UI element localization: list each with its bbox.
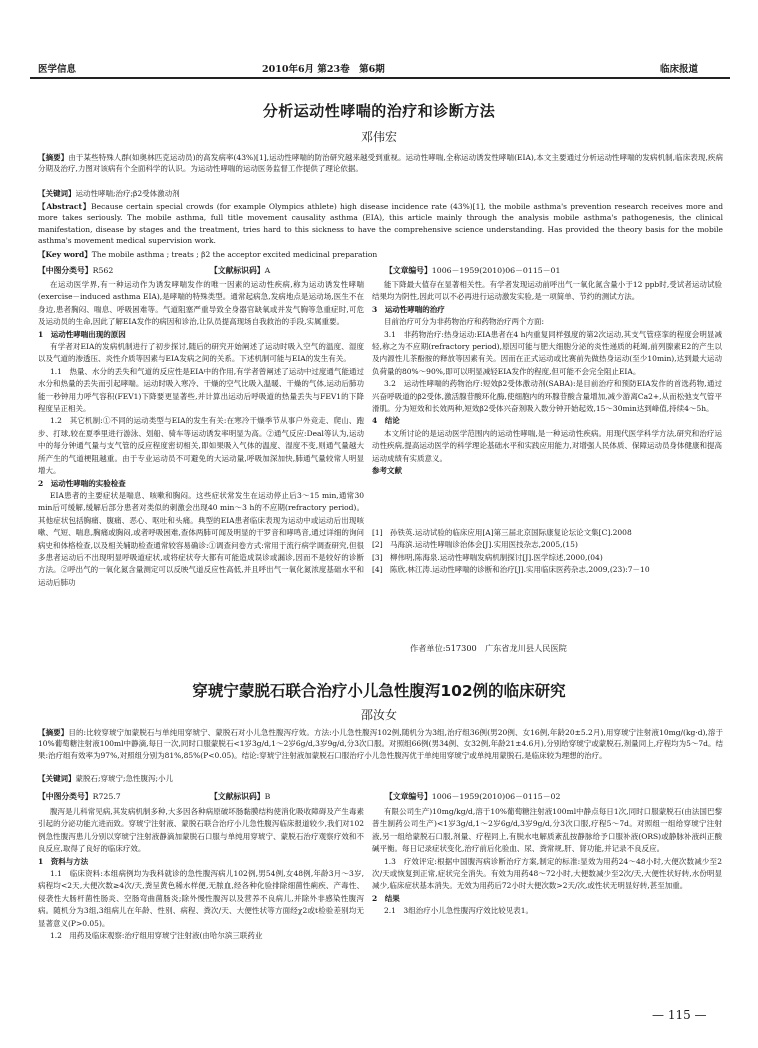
article1-article-number: 【文章编号】1006－1959(2010)06－0115－01 (385, 266, 561, 275)
header-rule (30, 77, 730, 79)
paragraph: 在运动医学界,有一种运动作为诱发哮喘发作的唯一因素的运动性疾病,称为运动诱发性哮喘(exercise－induced asthma EIA),是哮喘的特殊类型。通常起病急,发病地点是运动场,医生不在身边,患者胸闷、喘息、呼吸困难等。气道阻塞严重导致全身器官缺氧或并发气胸等急重症时,可危及运动员的生命,因此了解EIA发作的病因和诊治,让队员提高现场自我救治的手段,实属重要。 (38, 280, 364, 327)
paragraph: 2.1 3组治疗小儿急性腹泻疗效比较见表1。 (384, 906, 533, 916)
section-heading: 1 资料与方法 (38, 856, 89, 866)
paragraph: 本文所讨论的是运动医学范围内的运动性哮喘,是一种运动性疾病。用现代医学科学方法,研究和治疗运动性疾病,提高运动医学的科学理论基础水平和实践应用能力,对增强人民体质、保障运动员身体健康和提高运动成绩有实质意义。 (372, 428, 722, 463)
article1-abstract-en (38, 201, 723, 247)
section-heading: 2 运动性哮喘的实验检查 (38, 478, 126, 488)
reference-text: 陈欣,林江涛.运动性哮喘的诊断和治疗[J].实用临床医药杂志,2009,(23):7－10 (390, 565, 650, 575)
reference-text: 柳伟明,陈海泉.运动性哮喘发病机制探讨[J].医学综述,2000,(04) (390, 552, 603, 562)
article1-clc: 【中图分类号】R562 (38, 266, 114, 275)
article1-abstract-cn (38, 152, 723, 188)
paragraph: 有学者对EIA的发病机制进行了初步探讨,随后的研究开始阐述了运动时吸入空气的温度、湿度以及气道的渗透压、炎性介质等因素与EIA发病之间的关系。下述机制可能与EIA的发生有关。 (38, 342, 364, 364)
article2-article-number: 【文章编号】1006－1959(2010)06－0115－02 (385, 792, 561, 801)
section-heading: 4 结论 (372, 416, 400, 426)
article2-title: 穿琥宁蒙脱石联合治疗小儿急性腹泻102例的临床研究 (192, 682, 566, 700)
abstract-en-text: Because certain special crowds (for example Olympics athlete) high disease incidence rate (43%)[1], the mobile asthma's prevention research receives more and more takes seriously. The mobile asthma, full title movement causality asthma (EIA), this article mainly through the analysis mobile asthma's pathogenesis, the clinical manifestation, disease by stages and the treatment, tries hard to this sickness to have the comprehensive science understanding. Has provided the theory basis for the mobile asthma's movement medical supervision work. (38, 202, 723, 246)
article2-abstract (38, 727, 723, 773)
reference-number: [4] (372, 565, 383, 575)
reference-item (372, 539, 722, 551)
article2-author: 邵汝女 (360, 708, 397, 722)
section-heading: 3 运动性哮喘的治疗 (372, 304, 445, 314)
article1-title: 分析运动性哮喘的治疗和诊断方法 (262, 102, 496, 120)
article2-doc-code: 【文献标识码】B (210, 792, 271, 801)
paragraph: 1.3 疗效评定:根据中国腹泻病诊断治疗方案,制定的标准:显效为用药24～48小时,大便次数减少至2次/天或恢复到正常,症状完全消失。有效为用药48～72小时,大便数减少至2次/天,大便性状好转,水份明显减少,临床症状基本消失。无效为用药后72小时大便次数>2天/次,或性状无明显好转,甚至加重。 (372, 856, 722, 891)
paragraph: 1.1 临床资料:本组病例均为我科就诊的急性腹泻病儿102例,男54例,女48例,年龄3月～3岁,病程均<2天,大便次数≥4次/天,粪呈黄色稀水样便,无脓血,经各种化验排除细菌性痢疾、产毒性、侵袭性大肠杆菌性肠炎、空肠弯曲菌肠炎;除外慢性腹泻以及营养不良病儿,并除外非感染性腹泻病。随机分为3组,3组病儿在年龄、性别、病程、粪次/天、大便性状等方面经χ2或t检验差别均无显著意义(P>0.05)。 (38, 869, 364, 928)
article1-references (372, 527, 722, 627)
paragraph: 3.1 非药物治疗:热身运动:EIA患者在4 h内重复同样强度的第2次运动,其支气管痉挛的程度会明显减轻,称之为不应期(refractory period),原因可能与肥大细胞分泌的炎性递质的耗竭,前列腺素E2的产生以及内源性儿茶酚胺的释放等因素有关。因而在正式运动或比赛前先做热身运动(至少10min),达到最大运动负荷量的80%～90%,即可以明显减轻EIA发作的程度,但可能不会完全阻止EIA。 (372, 329, 722, 376)
reference-text: 孙铁英.运动试验的临床应用[A]第三届北京国际康复论坛论文集[C].2008 (390, 528, 632, 537)
paragraph: 有限公司生产)10mg/kg/d,溶于10%葡萄糖注射液100ml中静点每日1次,同时口服蒙脱石(由法国巴黎普生制药公司生产)<1岁3g/d,1～2岁6g/d,3岁9g/d,分3次口服,疗程5～7d。对照组一组给穿琥宁注射液,另一组给蒙脱石口服,剂量、疗程同上,有脱水电解质紊乱按静脉给予口服补液(ORS)或静脉补液纠正酸碱平衡。每日记录症状变化,治疗前后化验血、尿、粪常规,肝、肾功能,并记录不良反应。 (372, 807, 722, 854)
paragraph: 能下降最大值存在显著相关性。有学者发现运动前呼出气一氧化氮含量小于12 ppb时,受试者运动试验结果均为阴性,因此可以不必再进行运动激发实验,是一项简单、节约的测试方法。 (372, 280, 722, 302)
section-heading: 参考文献 (372, 466, 402, 476)
reference-text: 马海滨.运动性哮喘诊治体会[J].实用医技杂志,2005,(15) (390, 540, 578, 550)
paragraph: EIA患者的主要症状是喘息、咳嗽和胸闷。这些症状常发生在运动停止后3～15 min,通常30 min后可缓解,缓解后部分患者对类似的刺激会出现40 min～3 h的不应期(refractory period)。其他症状包括胸痛、腹痛、恶心、呕吐和头痛。典型的EIA患者临床表现为运动中或运动后出现咳嗽、气短、喘息,胸痛或胸闷,或者呼吸困难,查体两肺可闻及明显的干罗音和哮鸣音,通过详细的询问病史和体格检查,以及相关辅助检查通常较容易确诊:①调查问卷方式:常用于流行病学调查研究,但很多患者运动后不出现明显呼吸道症状,或将症状夸大都有可能造成误诊或漏诊,因而不是较好的诊断方法。②呼出气的一氧化氮含量测定可以反映气道反应性高低,并且呼出气一氧化氮浓度基础水平和运动后肺功 (38, 490, 364, 587)
article2-left-column (38, 806, 364, 986)
article1-author: 邓伟宏 (360, 130, 397, 144)
article2-abstract-label: 【摘要】 (38, 728, 69, 737)
article2-keywords (38, 773, 723, 785)
paragraph: 目前治疗可分为非药物治疗和药物治疗两个方面: (384, 317, 545, 327)
section-heading: 2 结果 (372, 893, 400, 903)
article2-keywords-label: 【关键词】 (38, 774, 76, 783)
article1-keywords-en (38, 249, 723, 261)
reference-number: [1] (372, 528, 383, 537)
article1-keywords-cn (38, 188, 723, 200)
paragraph: 1.2 用药及临床观察:治疗组用穿琥宁注射液(由哈尔滨三联药业 (50, 931, 263, 941)
abstract-cn-text: 由于某些特殊人群(如奥林匹克运动员)的高发病率(43%)[1],运动性哮喘的防治研究越来越受到重视。运动性哮喘,全称运动诱发性哮喘(EIA),本文主要通过分析运动性哮喘的发病机制,临床表现,疾病分期及治疗,力图对该病有个全面科学的认识。为运动性哮喘的运动医务监督工作提供了理论依据。 (38, 153, 723, 174)
article1-affiliation: 作者单位:517300 广东省龙川县人民医院 (410, 643, 567, 653)
article2-keywords-text: 蒙脱石;穿琥宁;急性腹泻;小儿 (75, 774, 174, 783)
paragraph: 3.2 运动性哮喘的药物治疗:短效β2受体激动剂(SABA):是目前治疗和预防EIA发作的首选药物,通过兴奋呼吸道的β2受体,激活腺苷酸环化酶,使细胞内的环腺苷酸含量增加,减少游离Ca2+,从而松弛支气管平滑肌。分为短效和长效两种,短效β2受体兴奋剂吸入数分钟开始起效,15～30min达到峰值,持续4～5h。 (372, 379, 722, 414)
issue-info: 2010年6月 第23卷 第6期 (262, 64, 385, 75)
article1-left-column (38, 279, 364, 661)
reference-item (372, 527, 722, 539)
page-number: — 115 — (652, 1008, 707, 1022)
keywords-en-text: The mobile asthma ; treats ; β2 the acceptor excited medicinal preparation (91, 250, 378, 259)
keywords-cn-label: 【关键词】 (38, 189, 76, 198)
journal-name: 医学信息 (38, 64, 77, 75)
reference-number: [2] (372, 540, 383, 550)
reference-item (372, 552, 722, 564)
reference-number: [3] (372, 552, 383, 562)
paragraph: 腹泻是儿科常见病,其发病机制多种,大多因各种病原破坏肠黏膜结构使消化吸收障碍及产生毒素引起的分泌功能亢进而致。穿琥宁注射液、蒙脱石联合治疗小儿急性腹泻临床报道较少,我们对102例急性腹泻患儿分别以穿琥宁注射液静滴加蒙脱石口服与单纯用穿琥宁、蒙脱石治疗观察疗效和不良反应,取得了良好的临床疗效。 (38, 807, 364, 854)
paragraph: 1.1 热量、水分的丢失和气道的反应性是EIA中的作用,有学者曾阐述了运动中过度通气能通过水分和热量的丢失而引起哮喘。运动时吸入寒冷、干燥的空气比吸入温暖、干燥的气体,运动后肺功能一秒钟用力呼气容积(FEV1)下降要更显著些,并计算出运动后呼吸道的热量丢失与FEV1的下降程度呈正相关。 (38, 366, 364, 414)
keywords-cn-text: 运动性哮喘;治疗;β2受体激动剂 (75, 189, 180, 198)
paragraph: 1.2 其它机制:①不同的运动类型与EIA的发生有关:在寒冷干燥季节从事户外竞走、爬山、跑步、打球,较在夏季里进行游泳、划船、骑车等运动诱发率明显为高。②通气反应:Deal等认为,运动中的每分钟通气量与支气管的反应程度密切相关,即如果吸入气体的温度、湿度不变,则通气量越大所产生的气道梗阻越重。由于专业运动员不可避免的大运动量,呼吸加深加快,肺通气量较常人明显增大。 (38, 416, 364, 476)
keywords-en-label: 【Key word】 (38, 250, 92, 259)
abstract-cn-label: 【摘要】 (38, 153, 69, 162)
article2-right-column (372, 806, 722, 986)
section-heading: 1 运动性哮喘出现的原因 (38, 329, 126, 339)
section-name: 临床报道 (660, 64, 699, 75)
article2-clc: 【中图分类号】R725.7 (38, 792, 121, 801)
abstract-en-label: 【Abstract】 (38, 202, 92, 211)
article2-abstract-text: 目的:比较穿琥宁加蒙脱石与单纯用穿琥宁、蒙脱石对小儿急性腹泻疗效。方法:小儿急性腹泻102例,随机分为3组,治疗组36例(男20例、女16例,年龄20±5.2月),用穿琥宁注射液10mg/(kg·d),溶于10%葡萄糖注射液100ml中静滴,每日一次,同时口服蒙脱石<1岁3g/d,1～2岁6g/d,3岁9g/d,分3次口服。对照组66例(男34例、女32例,年龄21±4.6月),分别给穿琥宁或蒙脱石,剂量同上,疗程均为5～7d。结果:治疗组有效率为97%,对照组分别为81%,85%(P<0.05)。结论:穿琥宁注射液加蒙脱石口服治疗小儿急性腹泻优于单纯用穿琥宁或单纯用蒙脱石,是临床较为理想的治疗。 (38, 728, 723, 760)
article1-doc-code: 【文献标识码】A (210, 266, 271, 275)
article1-right-column (372, 279, 722, 527)
reference-item (372, 564, 722, 576)
